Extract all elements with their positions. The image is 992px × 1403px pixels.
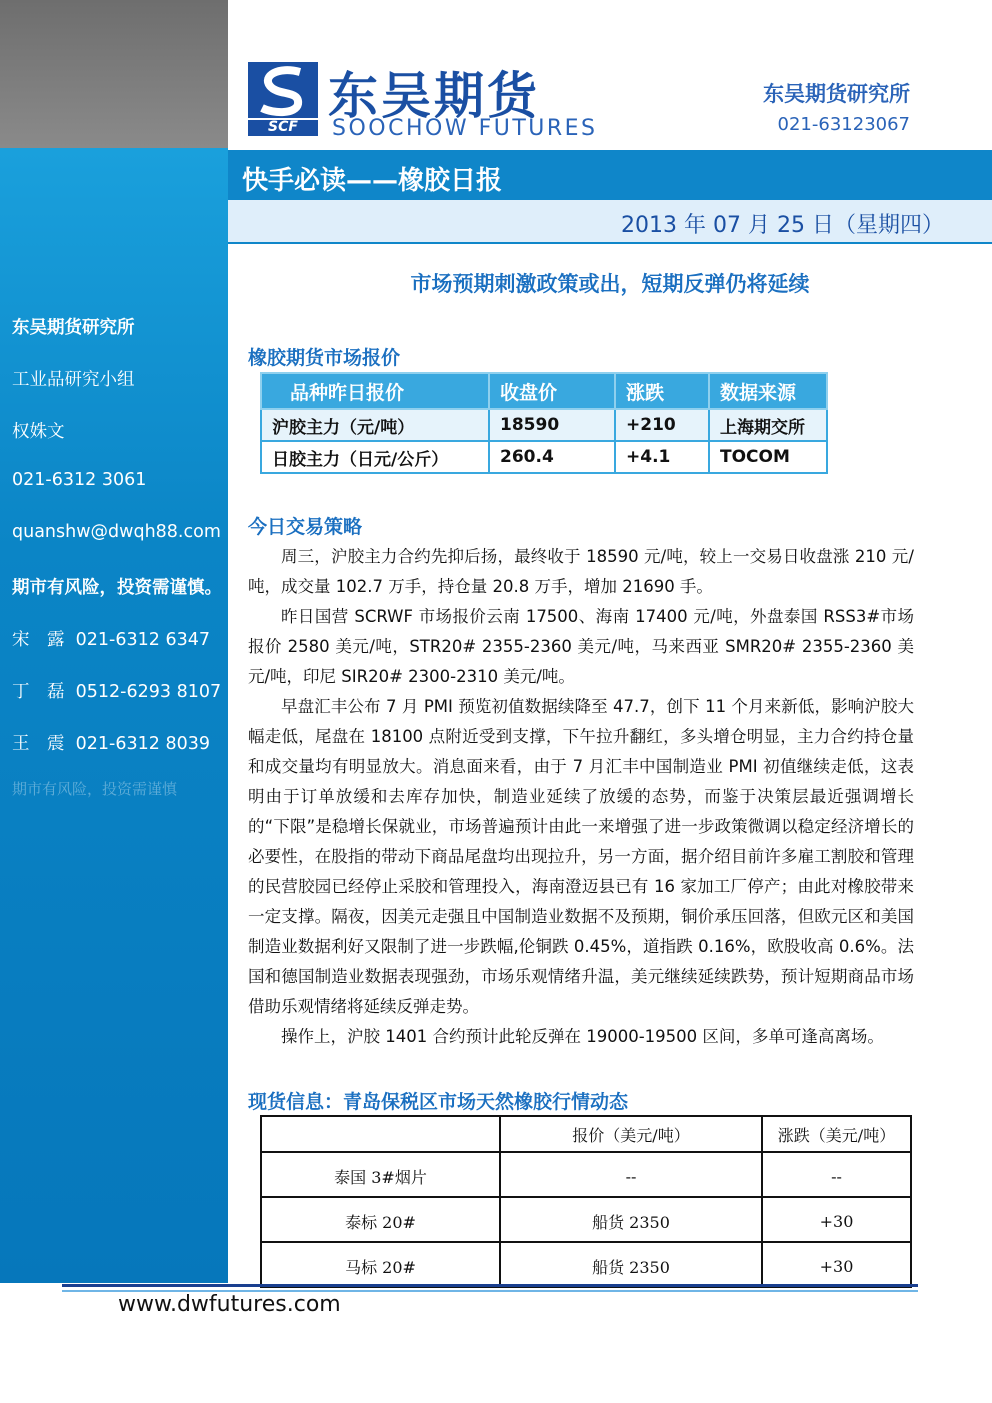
spot-header-row [261,1116,911,1152]
logo-name-en: SOOCHOW FUTURES [332,116,598,141]
header-phone: 021-63123067 [777,114,910,135]
spot-table [260,1115,912,1288]
sidebar-header-block [0,0,228,148]
paragraph: 操作上，沪胶 1401 合约预计此轮反弹在 19000-19500 区间，多单可逢高离场。 [281,1027,884,1046]
sidebar-faded-text: 期市有风险，投资需谨慎 [12,780,178,798]
table-row [261,409,827,441]
table-row [261,1152,911,1197]
paragraph: 昨日国营 SCRWF 市场报价云南 17500、海南 17400 元/吨，外盘泰国 RSS3#市场报价 2580 美元/吨，STR20# 2355-2360 美元/吨，马来西亚 SMR20# 2355-2360 美元/吨，印尼 SIR20# 2300-2310 美元/吨。 [248,607,914,686]
contact-name: 王 震 [12,734,65,754]
quote-table [260,372,828,474]
contact-name: 宋 露 [12,630,65,650]
quote-header: 涨跌 [615,373,709,409]
header-institute: 东吴期货研究所 [763,82,910,106]
table-row [261,1197,911,1242]
date-bar [228,200,992,244]
sidebar-contact [12,730,210,755]
table-row [261,441,827,473]
spot-header: 报价（美元/吨） [500,1116,762,1152]
footer-divider [62,1284,918,1287]
spot-cell: 泰标 20# [261,1197,500,1242]
paragraph: 周三，沪胶主力合约先抑后扬，最终收于 18590 元/吨，较上一交易日收盘涨 210 元/吨，成交量 102.7 万手，持仓量 20.8 万手，增加 21690 手。 [248,547,914,596]
spot-cell: 船货 2350 [500,1242,762,1287]
quote-cell: +210 [615,409,709,441]
quote-cell: TOCOM [709,441,827,473]
footer-url-link[interactable]: www.dwfutures.com [118,1292,341,1317]
quote-cell: 上海期交所 [709,409,827,441]
quote-header: 品种昨日报价 [261,373,489,409]
sidebar-group: 工业品研究小组 [12,370,135,390]
quote-cell: +4.1 [615,441,709,473]
paragraph: 早盘汇丰公布 7 月 PMI 预览初值数据续降至 47.7，创下 11 个月来新低，影响沪胶大幅走低，尾盘在 18100 点附近受到支撑，下午拉升翻红，多头增仓明显，主力合约持仓量和成交量均有明显放大。消息面来看，由于 7 月汇丰中国制造业 PMI 初值继续走低，这表明由于订单放缓和去库存加快，制造业延续了放缓的态势，而鉴于决策层最近强调增长的“下限”是稳增长保就业，市场普遍预计由此一来增强了进一步政策微调以稳定经济增长的必要性，在股指的带动下商品尾盘均出现拉升，另一方面，据介绍目前许多雇工割胶和管理的民营胶园已经停止采胶和管理投入，海南澄迈县已有 16 家加工厂停产；由此对橡胶带来一定支撑。隔夜，因美元走强且中国制造业数据不及预期，铜价承压回落，但欧元区和美国制造业数据利好又限制了进一步跌幅,伦铜跌 0.45%，道指跌 0.16%，欧股收高 0.6%。法国和德国制造业数据表现强劲，市场乐观情绪升温，美元继续延续跌势，预计短期商品市场借助乐观情绪将延续反弹走势。 [248,697,914,1016]
strategy-body [248,542,914,1052]
quote-cell: 沪胶主力（元/吨） [261,409,489,441]
quote-header: 数据来源 [709,373,827,409]
spot-header: 涨跌（美元/吨） [762,1116,911,1152]
quote-header-row [261,373,827,409]
spot-section-title: 现货信息：青岛保税区市场天然橡胶行情动态 [248,1091,629,1113]
report-title: 快手必读——橡胶日报 [242,166,503,196]
report-date: 2013 年 07 月 25 日（星期四） [621,213,944,238]
spot-header [261,1116,500,1152]
sidebar-author: 权姝文 [12,422,65,442]
logo-name-cn: 东吴期货 [328,67,540,125]
sidebar-risk-note: 期市有风险，投资需谨慎。 [12,578,222,598]
report-title-bar [228,150,992,200]
sidebar [0,148,228,1283]
contact-name: 丁 磊 [12,682,65,702]
contact-phone: 021-6312 6347 [75,630,210,650]
spot-cell: +30 [762,1242,911,1287]
quote-cell: 18590 [489,409,615,441]
sidebar-phone: 021-6312 3061 [12,470,147,490]
quote-section-title: 橡胶期货市场报价 [248,347,401,369]
sidebar-email[interactable]: quanshw@dwqh88.com [12,522,221,542]
logo-mark-text: SCF [268,119,298,135]
spot-cell: 泰国 3#烟片 [261,1152,500,1197]
contact-phone: 021-6312 8039 [75,734,210,754]
quote-cell: 日胶主力（日元/公斤） [261,441,489,473]
sidebar-institute: 东吴期货研究所 [12,318,135,338]
sidebar-contact [12,678,221,703]
spot-cell: +30 [762,1197,911,1242]
table-row [261,1242,911,1287]
headline: 市场预期刺激政策或出，短期反弹仍将延续 [410,272,810,296]
spot-cell: -- [500,1152,762,1197]
spot-cell: 船货 2350 [500,1197,762,1242]
spot-cell: 马标 20# [261,1242,500,1287]
strategy-section-title: 今日交易策略 [248,516,363,538]
spot-cell: -- [762,1152,911,1197]
contact-phone: 0512-6293 8107 [75,682,222,702]
sidebar-contact [12,626,210,651]
quote-cell: 260.4 [489,441,615,473]
quote-header: 收盘价 [489,373,615,409]
